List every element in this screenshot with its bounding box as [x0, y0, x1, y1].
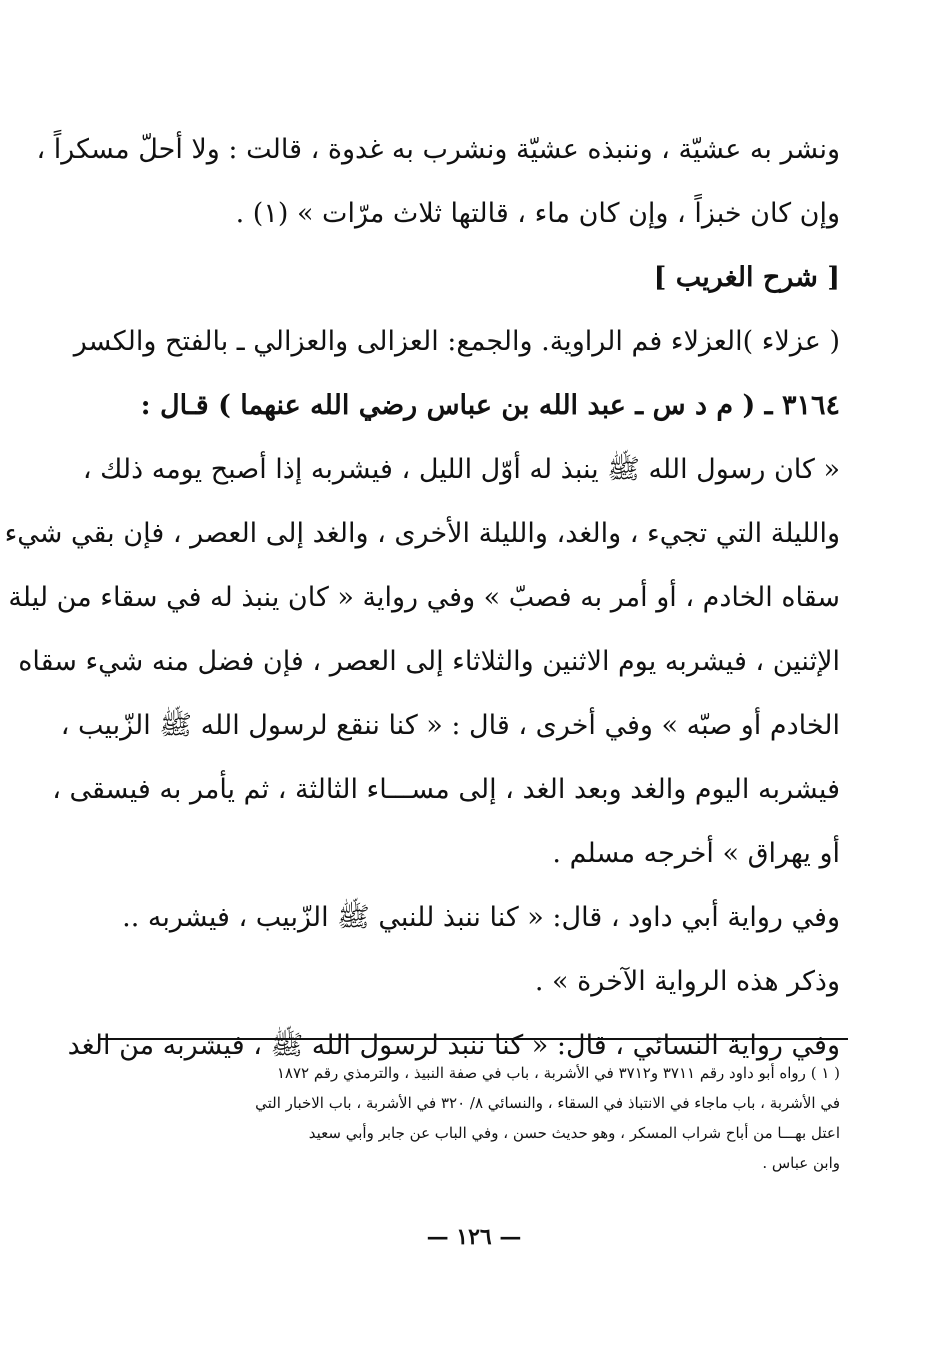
text-line: الإثنين ، فيشربه يوم الاثنين والثلاثاء إلى العصر ، فإن فضل منه شيء سقاه [18, 646, 840, 677]
text-line: فيشربه اليوم والغد وبعد الغد ، إلى مســـاء الثالثة ، ثم يأمر به فيسقى ، [52, 774, 840, 805]
footnote-line: في الأشربة ، باب ماجاء في الانتباذ في السقاء ، والنسائي ٨/ ٣٢٠ في الأشربة ، باب الاخبار التي [255, 1094, 840, 1112]
text-line: وذكر هذه الرواية الآخرة » . [534, 966, 840, 997]
text-line: أو يهراق » أخرجه مسلم . [552, 838, 840, 869]
hadith-heading: ٣١٦٤ ـ ( م د س ـ عبد الله بن عباس رضي الله عنهما ) قـال : [140, 390, 840, 421]
footnote-divider [100, 1038, 848, 1040]
footnotes-block [110, 1058, 840, 1178]
page-number: — ١٢٦ — [426, 1224, 522, 1250]
text-line: وفي رواية النسائي ، قال: « كنا ننبذ لرسول الله ﷺ ، فيشربه من الغد [67, 1030, 840, 1061]
text-line: ( عزلاء )العزلاء فم الراوية. والجمع: العزالى والعزالي ـ بالفتح والكسر [73, 326, 840, 357]
text-line: « كان رسول الله ﷺ ينبذ له أوّل الليل ، فيشربه إذا أصبح يومه ذلك ، [82, 454, 840, 485]
main-text-block [4, 118, 840, 1078]
section-heading: [ شرح الغريب ] [653, 262, 840, 293]
text-line: والليلة التي تجيء ، والغد، والليلة الأخرى ، والغد إلى العصر ، فإن بقي شيء [4, 518, 840, 549]
text-line: الخادم أو صبّه » وفي أخرى ، قال : « كنا ننقع لرسول الله ﷺ الزّبيب ، [60, 710, 840, 741]
footnote-line: ( ١ ) رواه أبو داود رقم ٣٧١١ و٣٧١٢ في الأشربة ، باب في صفة النبيذ ، والترمذي رقم ١٨٧٢ [276, 1064, 840, 1082]
text-line: سقاه الخادم ، أو أمر به فصبّ » وفي رواية « كان ينبذ له في سقاء من ليلة [8, 582, 840, 613]
footnote-line: اعتل بهـــا من أباح شراب المسكر ، وهو حديث حسن ، وفي الباب عن جابر وأبي سعيد [308, 1124, 840, 1142]
text-line: ونشر به عشيّة ، وننبذه عشيّة ونشرب به غدوة ، قالت : ولا أحلّ مسكراً ، [36, 134, 840, 165]
text-line: وفي رواية أبي داود ، قال: « كنا ننبذ للنبي ﷺ الزّبيب ، فيشربه .. [122, 902, 840, 933]
text-line: وإن كان خبزاً ، وإن كان ماء ، قالتها ثلاث مرّات » (١) . [235, 198, 840, 229]
footnote-line: وابن عباس . [762, 1154, 840, 1172]
